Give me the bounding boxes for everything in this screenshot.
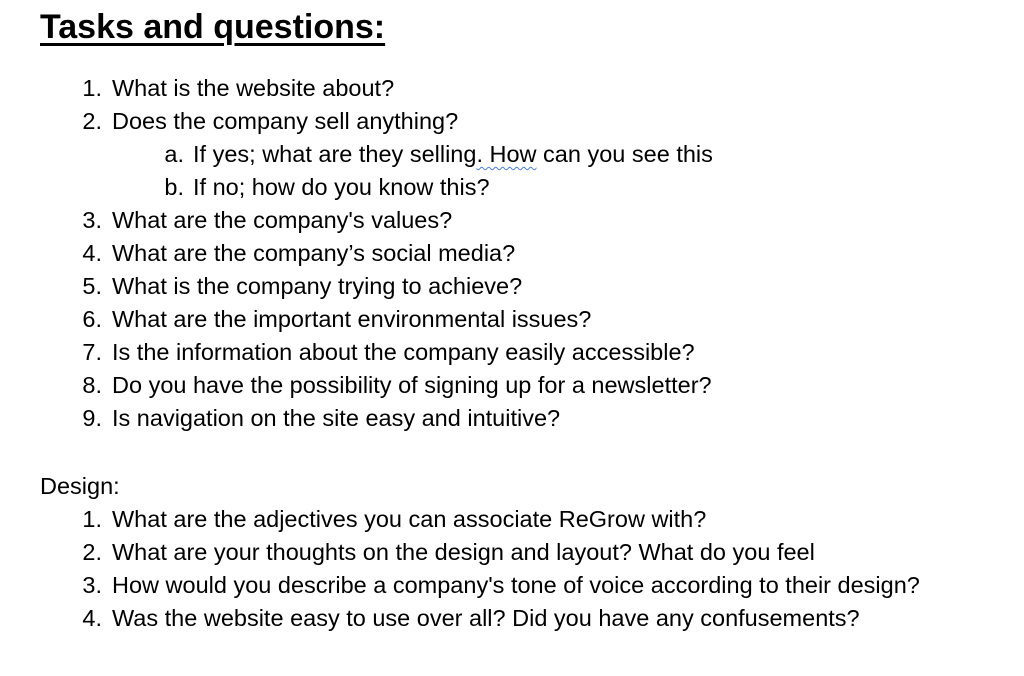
list-number: 9. <box>82 405 102 431</box>
list-number: 5. <box>82 273 102 299</box>
list-number: 1. <box>82 75 102 101</box>
list-number: 3. <box>82 572 102 598</box>
list-number: 4. <box>82 240 102 266</box>
list-text: What is the company trying to achieve? <box>112 273 523 299</box>
list-number: 1. <box>82 506 102 532</box>
list-number: 4. <box>82 605 102 631</box>
list-text: Is navigation on the site easy and intuitive? <box>112 405 561 431</box>
list-text: If no; how do you know this? <box>193 174 490 200</box>
list-text: Do you have the possibility of signing up for a newsletter? <box>112 372 712 398</box>
list-text: Is the information about the company easily accessible? <box>112 339 695 365</box>
list-text: What are the adjectives you can associate ReGrow with? <box>112 506 707 532</box>
list-text <box>193 138 713 171</box>
page-title: Tasks and questions: <box>40 8 386 46</box>
list-text: How would you describe a company's tone of voice according to their design? <box>112 572 920 598</box>
list-text: What are the important environmental issues? <box>112 306 592 332</box>
spellcheck-underline-text[interactable]: . How <box>476 141 537 167</box>
list-number: 2. <box>82 539 102 565</box>
list-number: 3. <box>82 207 102 233</box>
text-segment: If yes; what are they selling <box>193 141 477 167</box>
list-text: What are the company’s social media? <box>112 240 516 266</box>
list-text: What are your thoughts on the design and layout? What do you feel <box>112 539 815 565</box>
list-text: What is the website about? <box>112 75 395 101</box>
list-text: Does the company sell anything? <box>112 108 459 134</box>
list-number: 8. <box>82 372 102 398</box>
list-number: 2. <box>82 108 102 134</box>
list-number: 6. <box>82 306 102 332</box>
list-letter: b. <box>164 174 184 200</box>
text-segment: can you see this <box>536 141 713 167</box>
list-text: What are the company's values? <box>112 207 453 233</box>
design-section-label: Design: <box>40 473 120 499</box>
list-number: 7. <box>82 339 102 365</box>
list-letter: a. <box>164 141 184 167</box>
list-text: Was the website easy to use over all? Did you have any confusements? <box>112 605 860 631</box>
